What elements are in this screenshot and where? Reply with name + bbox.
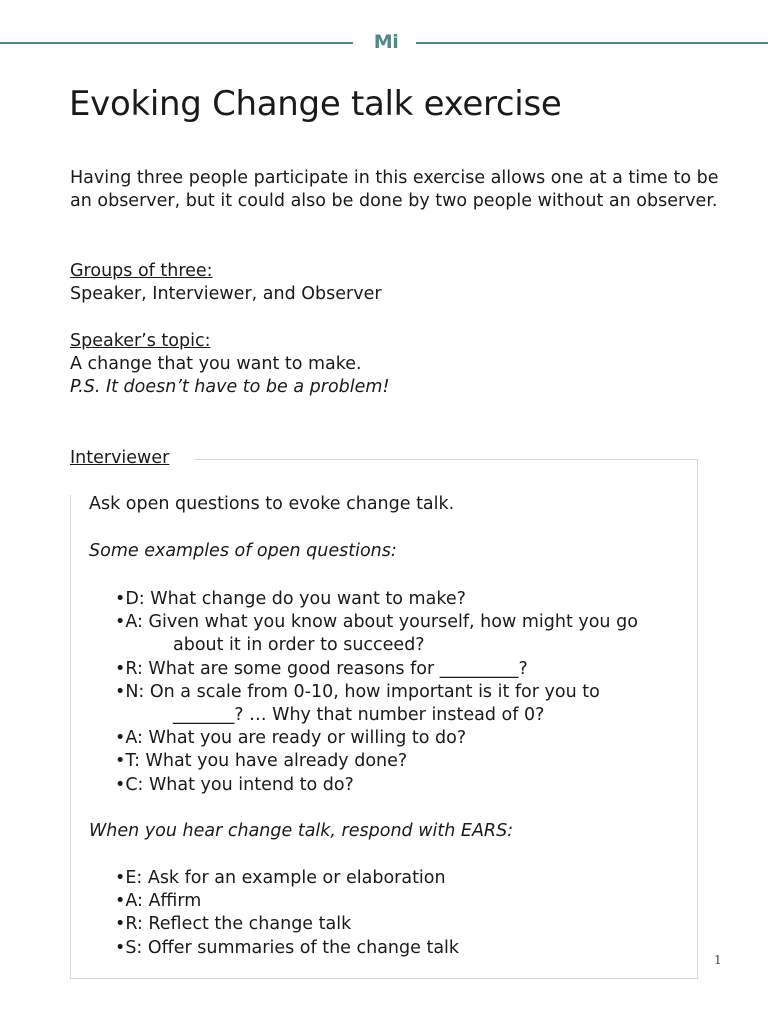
topic-section: [70, 330, 389, 400]
box-border-bottom: [70, 978, 698, 979]
list-item: [115, 658, 695, 681]
question-text: A: Given what you know about yourself, how might you go: [125, 612, 638, 633]
question-continuation: about it in order to succeed?: [173, 635, 425, 656]
list-item: [115, 750, 695, 773]
topic-text: A change that you want to make.: [70, 354, 362, 375]
mi-logo: Mi: [373, 31, 399, 53]
list-item: [115, 890, 695, 913]
bullet: •: [115, 891, 126, 912]
page-number: 1: [714, 953, 722, 967]
interviewer-heading: Interviewer: [70, 448, 170, 468]
box-border-top: [194, 459, 697, 460]
header-rule-left: [0, 42, 353, 44]
bullet: •: [115, 751, 126, 772]
list-item: [115, 611, 695, 657]
bullet: •: [115, 868, 126, 888]
ears-heading: When you hear change talk, respond with EARS:: [89, 821, 514, 841]
intro-paragraph: Having three people participate in this exercise allows one at a time to be an observer, but it could also be done by two people without an observer.: [70, 168, 719, 212]
question-text: D: What change do you want to make?: [125, 589, 466, 609]
box-border-left: [70, 495, 71, 978]
question-text: N: On a scale from 0-10, how important is it for you to: [125, 681, 600, 702]
ears-text: E: Ask for an example or elaboration: [125, 868, 446, 888]
question-continuation: _______? … Why that number instead of 0?: [173, 705, 545, 726]
list-item: [115, 774, 695, 797]
list-item: [115, 913, 695, 936]
bullet: •: [115, 612, 126, 633]
header-rule-right: [416, 42, 768, 44]
examples-heading: Some examples of open questions:: [89, 541, 397, 561]
question-text: C: What you intend to do?: [125, 774, 354, 795]
interviewer-instruction: Ask open questions to evoke change talk.: [89, 494, 455, 514]
groups-text: Speaker, Interviewer, and Observer: [70, 284, 382, 305]
topic-heading: Speaker’s topic:: [70, 331, 211, 351]
question-text: A: What you are ready or willing to do?: [125, 728, 467, 749]
question-text: T: What you have already done?: [125, 751, 408, 772]
groups-heading: Groups of three:: [70, 261, 213, 281]
ears-text: S: Offer summaries of the change talk: [125, 937, 460, 958]
list-item: [115, 681, 695, 727]
bullet: •: [115, 937, 126, 958]
question-text: R: What are some good reasons for _________?: [125, 658, 528, 679]
bullet: •: [115, 681, 126, 702]
question-list: [115, 588, 695, 797]
ears-text: R: Reflect the change talk: [125, 914, 352, 935]
groups-section: [70, 260, 382, 306]
box-border-right: [697, 459, 698, 978]
list-item: [115, 867, 695, 890]
bullet: •: [115, 774, 126, 795]
list-item: [115, 588, 695, 611]
list-item: [115, 937, 695, 960]
ears-text: A: Affirm: [125, 891, 202, 912]
bullet: •: [115, 589, 126, 609]
ears-list: [115, 867, 695, 960]
list-item: [115, 727, 695, 750]
topic-note: P.S. It doesn’t have to be a problem!: [70, 377, 390, 398]
bullet: •: [115, 914, 126, 935]
page-title: Evoking Change talk exercise: [69, 84, 562, 124]
bullet: •: [115, 728, 126, 749]
bullet: •: [115, 658, 126, 679]
